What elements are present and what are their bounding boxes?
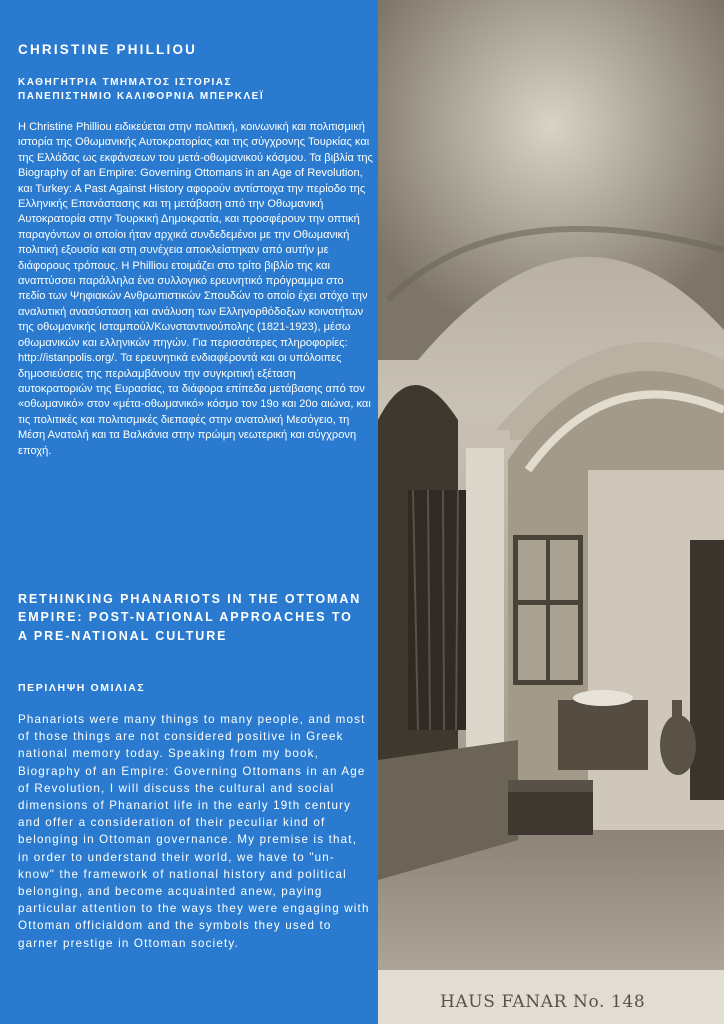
talk-abstract: Phanariots were many things to many people, and most of those things are not considered positive in Greek national memory today. Speaking from my book, Biography of an Empire: Governing Ottomans in an Age of Revolution, I will discuss the cultural and social dimensions of Phanariot life in the early 19th century and offer a consideration of their peculiar kind of belonging in Ottoman governance. My premise is that, in order to understand their world, we have to "un-know" the framework of national history and political belonging, and become acquainted anew, paying particular attention to the ways they were engaging with Ottoman officialdom and the symbols they used to garner prestige in Ottoman society. [18,713,370,950]
photo-caption: HAUS FANAR No. 148 [440,992,646,1012]
speaker-affiliation [18,76,264,104]
speaker-bio: Η Christine Philliou ειδικεύεται στην πολιτική, κοινωνική και πολιτισμική ιστορία της Οθωμανικής Αυτοκρατορίας και της σύγχρονης Τουρκίας και της Ελλάδας ως εκφάνσεων του μετά-οθωμανικού κόσμου. Τα βιβλία της Biography of an Empire: Governing Ottomans in an Age of Revolution, και Turkey: A Past Against History αφορούν αντίστοιχα την περίοδο της Ελληνικής Επανάστασης και τη μετάβαση από την Οθωμανική Αυτοκρατορία στην Τουρκική Δημοκρατία, και προσφέρουν την οπτική παραγόντων οι οποίοι ήταν αρχικά συνδεδεμένοι με την Οθωμανική πολιτική εξουσία και στη συνέχεια αποκλείστηκαν από αυτήν με διάφορους τρόπους. Η Philliou ετοιμάζει στο τρίτο βιβλίο της και αναπτύσσει παράλληλα ένα συλλογικό ερευνητικό πρόγραμμα στο πεδίο των Ψηφιακών Ανθρωπιστικών Σπουδών το οποίο έχει στόχο την αναλυτική ανασύσταση και ανάλυση των Ελληνορθόδοξων κοινοτήτων της οθωμανικής Ισταμπούλ/Κωνσταντινούπολης (1821-1923), μέσω οθωμανικών και ελληνικών πηγών. Για περισσότερες πληροφορίες: http://istanpolis.org/. Τα ερευνητικά ενδιαφέροντά και οι υπόλοιπες δημοσιεύσεις της περιλαμβάνουν την συγκριτική εξέταση αυτοκρατοριών της Ευρασίας, τα διάφορα επίπεδα μετάβασης από τον «οθωμανικό» στον «μέτα-οθωμανικό» κόσμο τον 19ο και 20ο αιώνα, και τις πολιτικές και πολιτισμικές διεπαφές στην ανατολική Μεσόγειο, τη Μέση Ανατολή και τα Βαλκάνια στην πρώιμη νεωτερική και σύγχρονη εποχή. [18,121,373,457]
affiliation-line-2: ΠΑΝΕΠΙΣΤΗΜΙΟ ΚΑΛΙΦΟΡΝΙΑ ΜΠΕΡΚΛΕΪ [18,91,265,102]
speaker-name: CHRISTINE PHILLIOU [18,42,198,57]
historic-interior-photo [378,0,724,1024]
talk-title: RETHINKING PHANARIOTS IN THE OTTOMAN EMPIRE: POST-NATIONAL APPROACHES TO A PRE-NATIONAL CULTURE [18,592,362,643]
affiliation-line-1: ΚΑΘΗΓΗΤΡΙΑ ΤΜΗΜΑΤΟΣ ΙΣΤΟΡΙΑΣ [18,77,232,88]
abstract-heading: ΠΕΡΙΛΗΨΗ ΟΜΙΛΙΑΣ [18,682,146,694]
photo-illustration [378,0,724,1024]
